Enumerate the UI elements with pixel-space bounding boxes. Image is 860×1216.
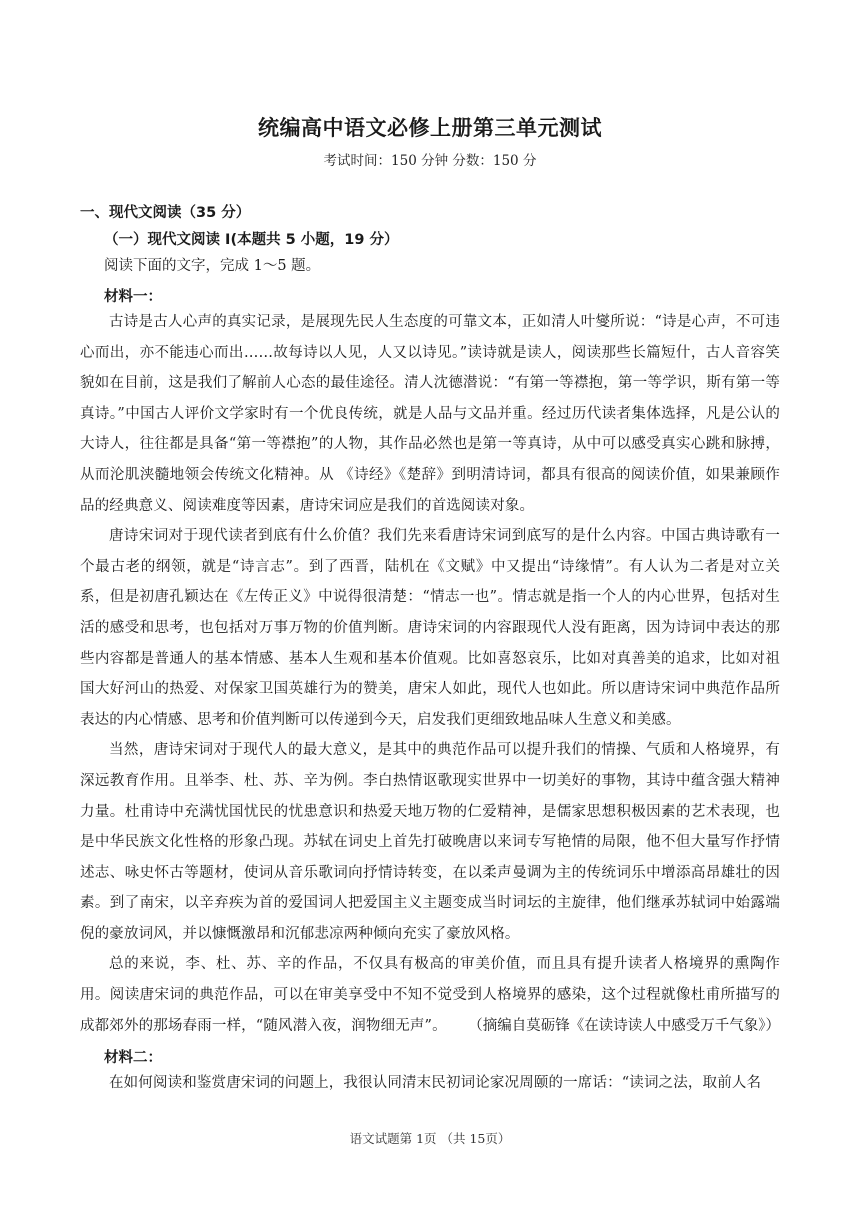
- paragraph: 当然，唐诗宋词对于现代人的最大意义，是其中的典范作品可以提升我们的情操、气质和人格境界，有深远教育作用。且举李、杜、苏、辛为例。李白热情讴歌现实世界中一切美好的事物，其诗中蕴含强大精神力量。杜甫诗中充满忧国忧民的忧患意识和热爱天地万物的仁爱精神，是儒家思想积极因素的艺术表现，也是中华民族文化性格的形象凸现。苏轼在词史上首先打破晚唐以来词专写艳情的局限，他不但大量写作抒情述志、咏史怀古等题材，使词从音乐歌词向抒情诗转变，在以柔声曼调为主的传统词乐中增添高昂雄壮的因素。到了南宋，以辛弃疾为首的爱国词人把爱国主义主题变成当时词坛的主旋律，他们继承苏轼词中始露端倪的豪放词风，并以慷慨激昂和沉郁悲凉两种倾向充实了豪放风格。: [80, 742, 780, 942]
- paragraph: 古诗是古人心声的真实记录，是展现先民人生态度的可靠文本，正如清人叶燮所说：“诗是心声，不可违心而出，亦不能违心而出……故每诗以人见，人又以诗见。”读诗就是读人，阅读那些长篇短什，古人音容笑貌如在目前，这是我们了解前人心态的最佳途径。清人沈德潜说：“有第一等襟抱，第一等学识，斯有第一等真诗。”中国古人评价文学家时有一个优良传统，就是人品与文品并重。经过历代读者集体选择，凡是公认的大诗人，往往都是具备“第一等襟抱”的人物，其作品必然也是第一等真诗，从中可以感受真实心跳和脉搏，从而沦肌浃髓地领会传统文化精神。从 《诗经》《楚辞》到明清诗词，都具有很高的阅读价值，如果兼顾作品的经典意义、阅读难度等因素，唐诗宋词应是我们的首选阅读对象。: [80, 314, 780, 514]
- material-one-body: [80, 307, 780, 1041]
- material-two-body: [80, 1068, 780, 1099]
- material-one-label: 材料一：: [104, 289, 162, 305]
- section-heading: 一、现代文阅读（35 分）: [80, 205, 251, 221]
- exam-info: 考试时间：150 分钟 分数：150 分: [323, 153, 537, 169]
- material-two-label: 材料二：: [104, 1050, 162, 1066]
- source-citation: （摘编自莫砺锋《在读诗读人中感受万千气象》）: [468, 1018, 780, 1034]
- paragraph: 唐诗宋词对于现代读者到底有什么价值？我们先来看唐诗宋词到底写的是什么内容。中国古典诗歌有一个最古老的纲领，就是“诗言志”。到了西晋，陆机在《文赋》中又提出“诗缘情”。有人认为二者是对立关系，但是初唐孔颖达在《左传正义》中说得很清楚：“情志一也”。情志就是指一个人的内心世界，包括对生活的感受和思考，也包括对万事万物的价值判断。唐诗宋词的内容跟现代人没有距离，因为诗词中表达的那些内容都是普通人的基本情感、基本人生观和基本价值观。比如喜怒哀乐，比如对真善美的追求，比如对祖国大好河山的热爱、对保家卫国英雄行为的赞美，唐宋人如此，现代人也如此。所以唐诗宋词中典范作品所表达的内心情感、思考和价值判断可以传递到今天，启发我们更细致地品味人生意义和美感。: [80, 528, 780, 728]
- subsection-heading: （一）现代文阅读 I(本题共 5 小题，19 分）: [104, 232, 399, 248]
- instruction-text: 阅读下面的文字，完成 1～5 题。: [104, 258, 321, 274]
- paragraph: 总的来说，李、杜、苏、辛的作品，不仅具有极高的审美价值，而且具有提升读者人格境界的熏陶作用。阅读唐宋词的典范作品，可以在审美享受中不知不觉受到人格境界的感染，这个过程就像杜甫所描写的成都郊外的那场春雨一样，“随风潜入夜，润物细无声”。: [80, 956, 780, 1034]
- page-footer: 语文试题第 1页 （共 15页）: [349, 1131, 511, 1146]
- paragraph: 在如何阅读和鉴赏唐宋词的问题上，我很认同清末民初词论家况周颐的一席话：“读词之法，取前人名: [109, 1075, 762, 1091]
- page-title: 统编高中语文必修上册第三单元测试: [258, 116, 602, 140]
